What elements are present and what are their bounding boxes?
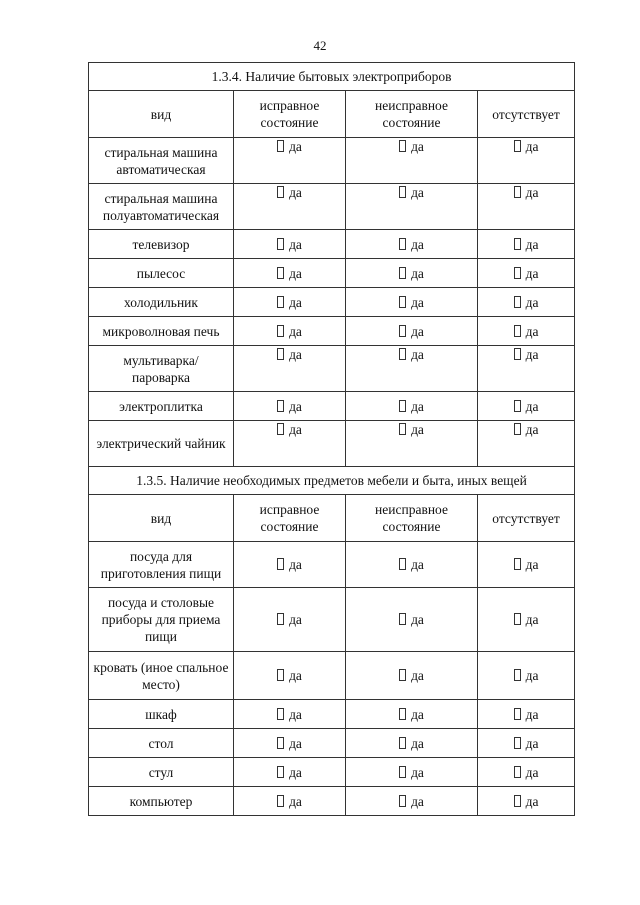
checkbox-absent[interactable] — [478, 230, 575, 259]
checkbox-icon — [277, 766, 284, 778]
checkbox-icon — [514, 325, 521, 337]
checkbox-label: да — [289, 794, 302, 809]
item-name: микроволновая печь — [89, 317, 234, 346]
checkbox-absent[interactable] — [478, 758, 575, 787]
checkbox-label: да — [525, 794, 539, 809]
checkbox-absent[interactable] — [478, 346, 575, 392]
checkbox-icon — [277, 613, 284, 625]
checkbox-label: да — [525, 295, 539, 310]
checkbox-label: да — [525, 557, 539, 572]
checkbox-label: да — [411, 185, 424, 200]
item-name: электроплитка — [89, 392, 234, 421]
checkbox-icon — [514, 400, 521, 412]
checkbox-label: да — [411, 765, 424, 780]
checkbox-absent[interactable] — [478, 787, 575, 816]
checkbox-label: да — [289, 237, 302, 252]
checkbox-icon — [277, 140, 284, 152]
checkbox-label: да — [411, 266, 424, 281]
table-row — [89, 346, 575, 392]
column-header-working: исправное состояние — [234, 495, 346, 542]
checkbox-label: да — [411, 399, 424, 414]
checkbox-label: да — [525, 237, 539, 252]
checkbox-label: да — [411, 794, 424, 809]
checkbox-working[interactable] — [234, 288, 346, 317]
checkbox-icon — [399, 558, 406, 570]
checkbox-absent[interactable] — [478, 392, 575, 421]
checkbox-absent[interactable] — [478, 259, 575, 288]
table-row — [89, 392, 575, 421]
checkbox-icon — [277, 423, 284, 435]
checkbox-label: да — [525, 707, 539, 722]
checkbox-working[interactable] — [234, 652, 346, 700]
checkbox-icon — [514, 296, 521, 308]
checkbox-absent[interactable] — [478, 288, 575, 317]
checkbox-working[interactable] — [234, 259, 346, 288]
checkbox-label: да — [289, 347, 302, 362]
checkbox-icon — [514, 558, 521, 570]
checkbox-icon — [514, 737, 521, 749]
item-name: холодильник — [89, 288, 234, 317]
checkbox-label: да — [525, 347, 539, 362]
checkbox-icon — [277, 400, 284, 412]
checkbox-absent[interactable] — [478, 317, 575, 346]
checkbox-label: да — [411, 668, 424, 683]
checkbox-broken[interactable] — [346, 542, 478, 588]
checkbox-icon — [399, 140, 406, 152]
table-row — [89, 184, 575, 230]
checkbox-working[interactable] — [234, 184, 346, 230]
checkbox-absent[interactable] — [478, 729, 575, 758]
checkbox-icon — [399, 423, 406, 435]
checkbox-working[interactable] — [234, 138, 346, 184]
checkbox-icon — [277, 795, 284, 807]
checkbox-label: да — [289, 139, 302, 154]
item-name: посуда для приготовления пищи — [89, 542, 234, 588]
checkbox-working[interactable] — [234, 787, 346, 816]
checkbox-icon — [514, 766, 521, 778]
checkbox-icon — [399, 669, 406, 681]
column-header-row — [89, 91, 575, 138]
checkbox-absent[interactable] — [478, 652, 575, 700]
item-name: кровать (иное спальное место) — [89, 652, 234, 700]
section-title-appliances: 1.3.4. Наличие бытовых электроприборов — [89, 63, 575, 91]
checkbox-broken[interactable] — [346, 421, 478, 467]
checkbox-icon — [277, 737, 284, 749]
checkbox-icon — [399, 795, 406, 807]
checkbox-icon — [277, 267, 284, 279]
checkbox-working[interactable] — [234, 729, 346, 758]
checkbox-icon — [277, 325, 284, 337]
table-row — [89, 542, 575, 588]
checkbox-label: да — [525, 139, 539, 154]
checkbox-label: да — [411, 736, 424, 751]
checkbox-icon — [399, 325, 406, 337]
table-row — [89, 652, 575, 700]
checkbox-icon — [514, 708, 521, 720]
checkbox-icon — [514, 267, 521, 279]
table-row — [89, 729, 575, 758]
checkbox-icon — [514, 186, 521, 198]
column-header-broken: неисправное состояние — [346, 91, 478, 138]
item-name: компьютер — [89, 787, 234, 816]
appliances-furniture-form — [88, 62, 575, 816]
item-name: пылесос — [89, 259, 234, 288]
checkbox-label: да — [411, 612, 424, 627]
checkbox-label: да — [411, 324, 424, 339]
checkbox-label: да — [289, 707, 302, 722]
item-name: шкаф — [89, 700, 234, 729]
checkbox-label: да — [289, 765, 302, 780]
checkbox-label: да — [525, 324, 539, 339]
checkbox-label: да — [289, 266, 302, 281]
checkbox-icon — [277, 186, 284, 198]
checkbox-working[interactable] — [234, 230, 346, 259]
column-header-kind: вид — [89, 91, 234, 138]
checkbox-icon — [277, 708, 284, 720]
checkbox-icon — [399, 737, 406, 749]
checkbox-icon — [514, 348, 521, 360]
checkbox-icon — [514, 238, 521, 250]
table-row — [89, 259, 575, 288]
item-name: телевизор — [89, 230, 234, 259]
checkbox-label: да — [525, 765, 539, 780]
checkbox-working[interactable] — [234, 588, 346, 652]
checkbox-label: да — [289, 557, 302, 572]
checkbox-absent[interactable] — [478, 542, 575, 588]
item-name: посуда и столовые приборы для приема пищи — [89, 588, 234, 652]
checkbox-working[interactable] — [234, 392, 346, 421]
checkbox-broken[interactable] — [346, 317, 478, 346]
table-row — [89, 588, 575, 652]
column-header-absent: отсутствует — [478, 91, 575, 138]
checkbox-working[interactable] — [234, 346, 346, 392]
column-header-row — [89, 495, 575, 542]
checkbox-label: да — [525, 736, 539, 751]
checkbox-working[interactable] — [234, 700, 346, 729]
checkbox-label: да — [411, 295, 424, 310]
checkbox-broken[interactable] — [346, 700, 478, 729]
item-name: мультиварка/ пароварка — [89, 346, 234, 392]
table-row — [89, 421, 575, 467]
checkbox-working[interactable] — [234, 421, 346, 467]
section-title-furniture: 1.3.5. Наличие необходимых предметов мебели и быта, иных вещей — [89, 467, 575, 495]
item-name: электрический чайник — [89, 421, 234, 467]
checkbox-broken[interactable] — [346, 138, 478, 184]
column-header-working: исправное состояние — [234, 91, 346, 138]
checkbox-label: да — [411, 707, 424, 722]
checkbox-working[interactable] — [234, 317, 346, 346]
item-name: стол — [89, 729, 234, 758]
checkbox-broken[interactable] — [346, 729, 478, 758]
checkbox-label: да — [411, 237, 424, 252]
checkbox-icon — [277, 558, 284, 570]
checkbox-icon — [399, 766, 406, 778]
checkbox-absent[interactable] — [478, 184, 575, 230]
checkbox-icon — [277, 348, 284, 360]
checkbox-label: да — [289, 324, 302, 339]
checkbox-icon — [277, 238, 284, 250]
checkbox-working[interactable] — [234, 542, 346, 588]
item-name: стиральная машина автоматическая — [89, 138, 234, 184]
checkbox-icon — [399, 238, 406, 250]
item-name: стиральная машина полуавтоматическая — [89, 184, 234, 230]
checkbox-icon — [399, 708, 406, 720]
checkbox-label: да — [289, 185, 302, 200]
checkbox-absent[interactable] — [478, 588, 575, 652]
checkbox-label: да — [525, 422, 539, 437]
checkbox-icon — [399, 348, 406, 360]
checkbox-label: да — [289, 668, 302, 683]
table-row — [89, 288, 575, 317]
column-header-absent: отсутствует — [478, 495, 575, 542]
checkbox-broken[interactable] — [346, 758, 478, 787]
table-row — [89, 138, 575, 184]
checkbox-broken[interactable] — [346, 184, 478, 230]
table-row — [89, 317, 575, 346]
item-name: стул — [89, 758, 234, 787]
checkbox-icon — [514, 795, 521, 807]
page-number: 42 — [313, 38, 327, 53]
checkbox-label: да — [289, 612, 302, 627]
checkbox-icon — [277, 296, 284, 308]
checkbox-absent[interactable] — [478, 700, 575, 729]
checkbox-label: да — [289, 422, 302, 437]
checkbox-label: да — [525, 668, 539, 683]
checkbox-icon — [399, 296, 406, 308]
checkbox-icon — [514, 669, 521, 681]
checkbox-absent[interactable] — [478, 138, 575, 184]
table-row — [89, 787, 575, 816]
checkbox-icon — [399, 267, 406, 279]
column-header-kind: вид — [89, 495, 234, 542]
checkbox-icon — [399, 186, 406, 198]
checkbox-label: да — [525, 185, 539, 200]
checkbox-icon — [399, 400, 406, 412]
checkbox-icon — [514, 613, 521, 625]
checkbox-label: да — [411, 347, 424, 362]
checkbox-label: да — [289, 399, 302, 414]
checkbox-broken[interactable] — [346, 346, 478, 392]
checkbox-label: да — [525, 266, 539, 281]
checkbox-label: да — [411, 139, 424, 154]
checkbox-icon — [399, 613, 406, 625]
checkbox-label: да — [289, 736, 302, 751]
checkbox-label: да — [525, 612, 539, 627]
checkbox-broken[interactable] — [346, 652, 478, 700]
checkbox-label: да — [289, 295, 302, 310]
checkbox-broken[interactable] — [346, 259, 478, 288]
checkbox-icon — [277, 669, 284, 681]
checkbox-broken[interactable] — [346, 588, 478, 652]
checkbox-icon — [514, 423, 521, 435]
checkbox-label: да — [411, 422, 424, 437]
checkbox-icon — [514, 140, 521, 152]
checkbox-broken[interactable] — [346, 787, 478, 816]
checkbox-label: да — [525, 399, 539, 414]
checkbox-broken[interactable] — [346, 392, 478, 421]
checkbox-absent[interactable] — [478, 421, 575, 467]
checkbox-broken[interactable] — [346, 288, 478, 317]
column-header-broken: неисправное состояние — [346, 495, 478, 542]
table-row — [89, 700, 575, 729]
checkbox-broken[interactable] — [346, 230, 478, 259]
table-row — [89, 230, 575, 259]
checkbox-working[interactable] — [234, 758, 346, 787]
checkbox-label: да — [411, 557, 424, 572]
table-row — [89, 758, 575, 787]
